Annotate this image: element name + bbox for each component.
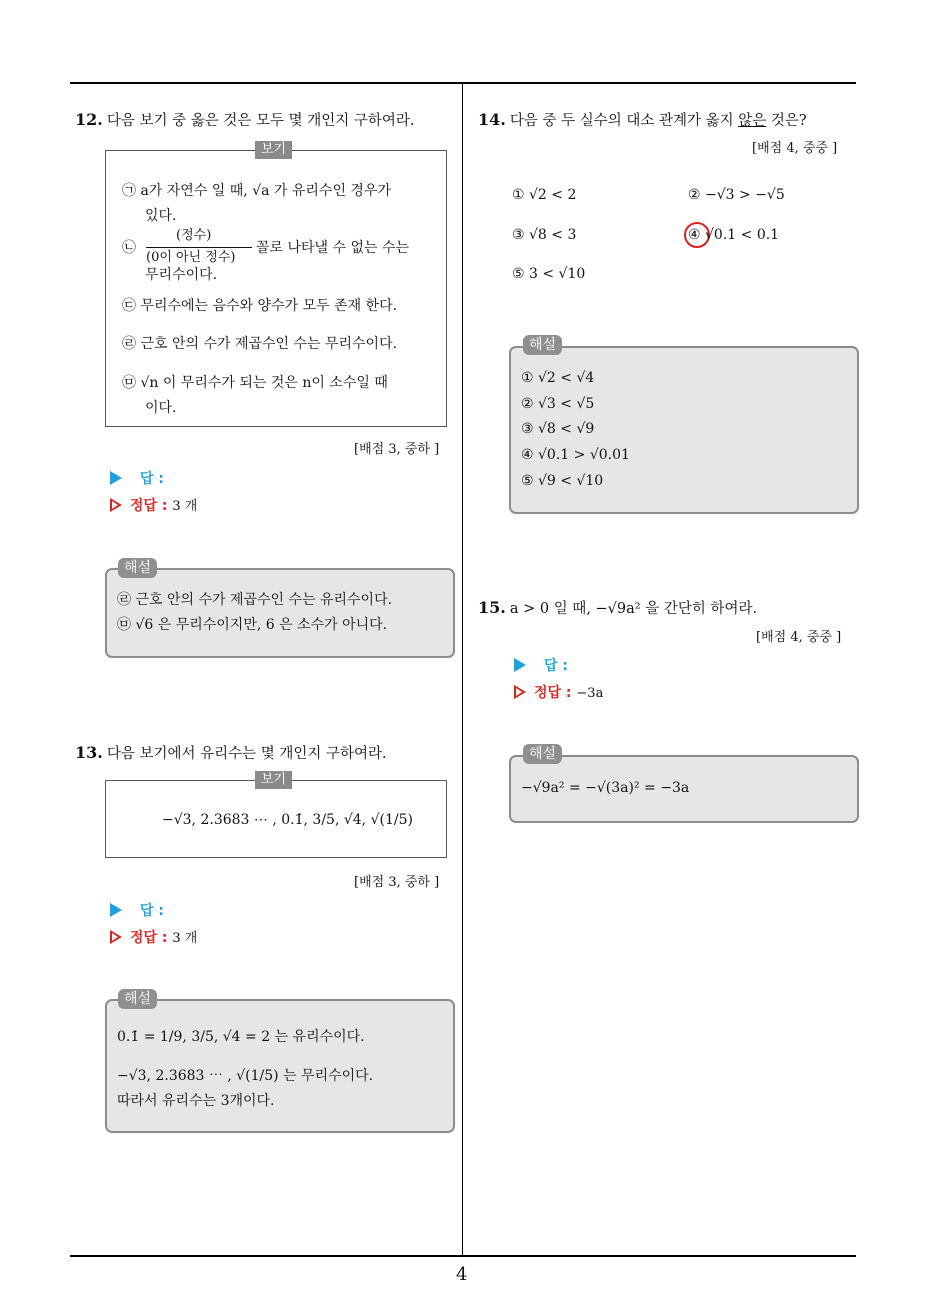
q15-correct-answer: 정답 : −3a [514,682,603,702]
top-rule [70,82,856,84]
q15-score: [배점 4, 중중 ] [756,630,842,645]
q12-score: [배점 3, 중하 ] [354,442,440,457]
q13-score: [배점 3, 중하 ] [354,875,440,890]
q12-solution-line-2: ㉤ √6 은 무리수이지만, 6 은 소수가 아니다. [117,617,388,633]
q13-answer-label: 답 : [110,900,164,920]
q14-number: 14. [478,110,506,129]
q12-text: 다음 보기 중 옳은 것은 모두 몇 개인지 구하여라. [106,113,415,129]
q14-solution-line-3: ③ √8 < √9 [521,421,595,437]
q15-answer-label: 답 : [514,655,568,675]
q12-box-label: 보기 [255,141,292,159]
q15-correct-value: −3a [576,686,604,701]
q13-number: 13. [75,743,103,762]
q13-answer-arrow-icon [110,903,122,917]
q14-option-3: ③ √8 < 3 [512,227,577,243]
q13-title [75,742,387,763]
q14-option-5: ⑤ 3 < √10 [512,266,586,282]
q12-item-2-text: 꼴로 나타낼 수 없는 수는 [256,240,410,256]
q12-item-5-cont: 이다. [145,400,177,416]
q14-solution-line-2: ② √3 < √5 [521,396,595,412]
q12-solution-label: 해설 [118,558,157,578]
bottom-rule [70,1255,856,1257]
q13-correct-value: 3 개 [172,931,198,946]
q13-solution-line-1: 0.1̇ = 1/9, 3/5, √4 = 2 는 유리수이다. [117,1029,365,1045]
q12-item-1-cont: 있다. [145,208,177,224]
q14-solution-line-1: ① √2 < √4 [521,370,595,386]
q15-answer-arrow-icon [514,658,526,672]
q12-answer-label: 답 : [110,468,164,488]
page-number: 4 [456,1264,468,1285]
q12-item-2-cont: 무리수이다. [145,267,218,283]
q12-item-1: ㉠ a가 자연수 일 때, √a 가 유리수인 경우가 [122,183,392,199]
q12-answer-arrow-icon [110,471,122,485]
q12-item-3: ㉢ 무리수에는 음수와 양수가 모두 존재 한다. [122,298,398,314]
q12-item-2-denominator: (0이 아닌 정수) [146,250,236,265]
q14-title: 14. 다음 중 두 실수의 대소 관계가 옳지 않은 것은? [478,110,807,129]
q14-score: [배점 4, 중중 ] [752,141,838,156]
q12-item-5: ㉤ √n 이 무리수가 되는 것은 n이 소수일 때 [122,375,388,391]
q15-number: 15. [478,598,506,617]
q12-correct-answer: 정답 : 3 개 [110,495,197,515]
q14-solution-line-5: ⑤ √9 < √10 [521,473,604,489]
q13-solution-line-3: 따라서 유리수는 3개이다. [117,1093,275,1109]
q15-solution-label: 해설 [523,744,562,764]
q15-title [478,597,757,618]
q12-solution-line-1: ㉣ 근호 안의 수가 제곱수인 수는 유리수이다. [117,592,393,608]
q13-box-label: 보기 [255,771,292,789]
q15-correct-arrow-icon [514,685,526,699]
q12-item-4: ㉣ 근호 안의 수가 제곱수인 수는 무리수이다. [122,336,398,352]
q14-option-2: ② −√3 > −√5 [688,187,785,203]
q14-underlined-word: 않은 [738,113,767,129]
q15-text: a > 0 일 때, −√9a² 을 간단히 하여라. [509,601,758,617]
q14-solution-line-4: ④ √0.1 > √0.01 [521,447,630,463]
q14-solution-label: 해설 [523,335,562,355]
q13-text: 다음 보기에서 유리수는 몇 개인지 구하여라. [106,746,387,762]
q13-box-content: −√3, 2.3683 ⋯ , 0.1̇, 3/5, √4, √(1/5) [162,812,413,828]
q12-solution-box [105,568,455,658]
q14-option-1: ① √2 < 2 [512,187,577,203]
q12-correct-value: 3 개 [172,499,198,514]
q15-solution-line-1: −√9a² = −√(3a)² = −3a [521,780,690,796]
q13-solution-label: 해설 [118,989,157,1009]
q13-correct-answer: 정답 : 3 개 [110,927,197,947]
q14-option-4: ④ √0.1 < 0.1 [688,227,780,243]
column-divider [462,84,463,1256]
q13-correct-arrow-icon [110,930,122,944]
q12-item-2-numerator: (정수) [176,228,212,243]
q12-correct-arrow-icon [110,498,122,512]
q12-item-2-marker: ㉡ [122,240,136,256]
q13-solution-line-2: −√3, 2.3683 ⋯ , √(1/5) 는 무리수이다. [117,1068,374,1084]
q12-number: 12. [75,110,103,129]
q12-title [75,109,414,130]
